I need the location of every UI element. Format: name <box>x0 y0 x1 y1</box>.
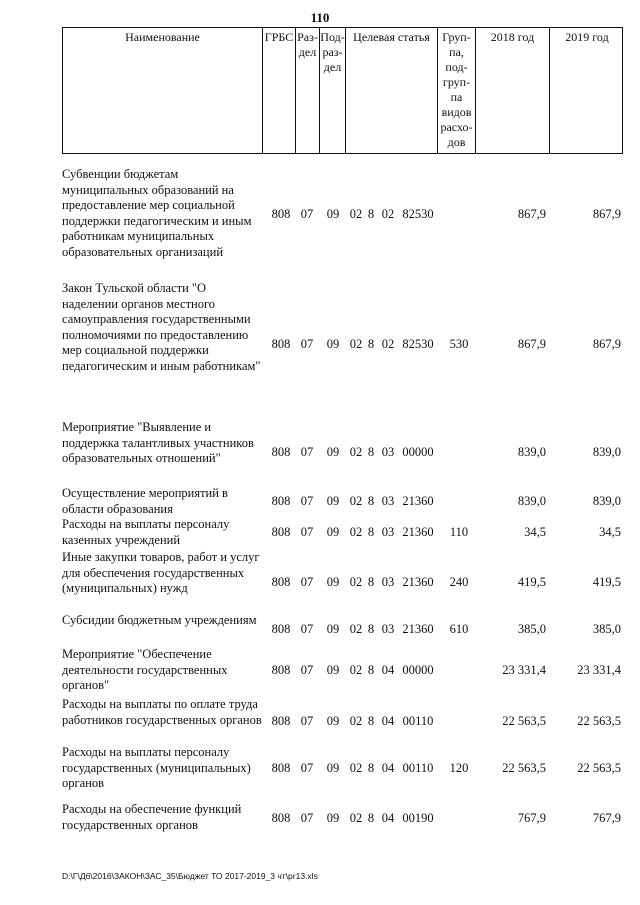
cell-2019: 34,5 <box>599 525 621 539</box>
cell-target-3: 03 <box>381 622 395 636</box>
table-row <box>62 281 623 411</box>
header-2019: 2019 год <box>565 30 609 44</box>
header-name: Наименование <box>63 28 263 153</box>
cell-target-2: 8 <box>367 337 375 351</box>
cell-2019: 867,9 <box>592 337 621 351</box>
cell-razdel: 07 <box>300 575 314 589</box>
cell-razdel: 07 <box>300 811 314 825</box>
row-name: Субсидии бюджетным учреждениям <box>62 613 257 627</box>
table-row <box>62 420 623 484</box>
cell-target-4: 00000 <box>402 663 434 677</box>
cell-target-4: 21360 <box>402 494 434 508</box>
cell-podrazdel: 09 <box>326 445 340 459</box>
table-row <box>62 745 623 795</box>
cell-razdel: 07 <box>300 714 314 728</box>
cell-2019: 22 563,5 <box>577 714 621 728</box>
cell-target-4: 00110 <box>402 714 434 728</box>
cell-grbs: 808 <box>271 445 291 459</box>
cell-podrazdel: 09 <box>326 525 340 539</box>
cell-podrazdel: 09 <box>326 494 340 508</box>
cell-target-3: 03 <box>381 445 395 459</box>
cell-podrazdel: 09 <box>326 207 340 221</box>
cell-vid: 110 <box>449 525 469 539</box>
row-name: Иные закупки товаров, работ и услуг для обеспечения государственных (муниципальных) нужд <box>62 550 260 595</box>
cell-2018: 22 563,5 <box>502 714 546 728</box>
header-target: Целевая статья <box>346 28 438 153</box>
cell-target-2: 8 <box>367 761 375 775</box>
cell-grbs: 808 <box>271 714 291 728</box>
cell-2019: 839,0 <box>592 494 621 508</box>
cell-grbs: 808 <box>271 337 291 351</box>
cell-2018: 839,0 <box>517 445 546 459</box>
cell-target-1: 02 <box>349 445 363 459</box>
table-header <box>62 27 623 154</box>
cell-target-1: 02 <box>349 494 363 508</box>
table-row <box>62 167 623 263</box>
cell-target-2: 8 <box>367 714 375 728</box>
cell-target-3: 03 <box>381 525 395 539</box>
row-name: Расходы на выплаты по оплате труда работников государственных органов <box>62 697 262 727</box>
cell-podrazdel: 09 <box>326 622 340 636</box>
cell-grbs: 808 <box>271 494 291 508</box>
cell-podrazdel: 09 <box>326 575 340 589</box>
cell-razdel: 07 <box>300 207 314 221</box>
cell-target-2: 8 <box>367 207 375 221</box>
cell-target-3: 03 <box>381 575 395 589</box>
header-podrazdel: Под- раз- дел <box>320 28 346 153</box>
cell-podrazdel: 09 <box>326 811 340 825</box>
cell-target-2: 8 <box>367 622 375 636</box>
cell-razdel: 07 <box>300 622 314 636</box>
cell-target-2: 8 <box>367 663 375 677</box>
table-row <box>62 550 623 614</box>
cell-2019: 767,9 <box>592 811 621 825</box>
row-name: Расходы на выплаты персоналу государственных (муниципальных) органов <box>62 745 251 790</box>
cell-target-2: 8 <box>367 575 375 589</box>
cell-razdel: 07 <box>300 761 314 775</box>
row-name: Мероприятие "Выявление и поддержка талантливых участников образовательных отношений" <box>62 420 254 465</box>
table-row <box>62 802 623 836</box>
cell-podrazdel: 09 <box>326 714 340 728</box>
header-grbs: ГРБС <box>263 28 296 153</box>
cell-target-3: 04 <box>381 714 395 728</box>
cell-target-4: 82530 <box>402 207 434 221</box>
cell-target-1: 02 <box>349 663 363 677</box>
cell-razdel: 07 <box>300 445 314 459</box>
cell-2018: 34,5 <box>524 525 546 539</box>
cell-target-3: 02 <box>381 207 395 221</box>
cell-target-4: 00000 <box>402 445 434 459</box>
cell-podrazdel: 09 <box>326 663 340 677</box>
cell-target-4: 21360 <box>402 575 434 589</box>
cell-podrazdel: 09 <box>326 761 340 775</box>
cell-razdel: 07 <box>300 525 314 539</box>
cell-target-1: 02 <box>349 761 363 775</box>
cell-target-1: 02 <box>349 714 363 728</box>
cell-target-1: 02 <box>349 575 363 589</box>
cell-grbs: 808 <box>271 663 291 677</box>
row-name: Мероприятие "Обеспечение деятельности государственных органов" <box>62 647 228 692</box>
cell-2019: 385,0 <box>592 622 621 636</box>
cell-vid: 610 <box>449 622 469 636</box>
cell-razdel: 07 <box>300 494 314 508</box>
cell-target-3: 04 <box>381 811 395 825</box>
row-name: Субвенции бюджетам муниципальных образований на предоставление мер социальной поддержки педагогическим и иным работникам муниципальных образовательных организаций <box>62 167 252 259</box>
cell-2018: 385,0 <box>517 622 546 636</box>
cell-razdel: 07 <box>300 663 314 677</box>
cell-grbs: 808 <box>271 622 291 636</box>
cell-razdel: 07 <box>300 337 314 351</box>
cell-2018: 23 331,4 <box>502 663 546 677</box>
file-path-footer: D:\Г\Д6\2016\ЗАКОН\ЗАС_35\Бюджет ТО 2017-2019_3 чт\pr13.xls <box>62 871 318 881</box>
table-row <box>62 647 623 695</box>
cell-target-1: 02 <box>349 811 363 825</box>
cell-podrazdel: 09 <box>326 337 340 351</box>
cell-vid: 120 <box>449 761 469 775</box>
header-vid: Груп- па, под- груп- па видов расхо- дов <box>438 28 476 153</box>
header-2018: 2018 год <box>476 28 550 153</box>
cell-target-2: 8 <box>367 445 375 459</box>
table-row <box>62 613 623 645</box>
cell-target-1: 02 <box>349 525 363 539</box>
cell-2019: 23 331,4 <box>577 663 621 677</box>
table-row <box>62 517 623 549</box>
page-number: 110 <box>310 10 330 25</box>
cell-grbs: 808 <box>271 207 291 221</box>
cell-2018: 22 563,5 <box>502 761 546 775</box>
row-name: Закон Тульской области "О наделении органов местного самоуправления государственными полномочиями по предоставлению мер социальной поддержки педагогическим и иным работникам" <box>62 281 261 373</box>
cell-grbs: 808 <box>271 575 291 589</box>
cell-target-2: 8 <box>367 525 375 539</box>
cell-vid: 240 <box>449 575 469 589</box>
cell-2019: 839,0 <box>592 445 621 459</box>
table-row <box>62 697 623 745</box>
cell-target-2: 8 <box>367 494 375 508</box>
row-name: Расходы на выплаты персоналу казенных учреждений <box>62 517 230 547</box>
cell-grbs: 808 <box>271 525 291 539</box>
cell-2019: 419,5 <box>592 575 621 589</box>
cell-2018: 867,9 <box>517 207 546 221</box>
cell-target-4: 82530 <box>402 337 434 351</box>
cell-target-3: 04 <box>381 761 395 775</box>
cell-vid: 530 <box>449 337 469 351</box>
cell-target-1: 02 <box>349 622 363 636</box>
cell-2018: 767,9 <box>517 811 546 825</box>
cell-target-3: 02 <box>381 337 395 351</box>
cell-2018: 867,9 <box>517 337 546 351</box>
cell-target-2: 8 <box>367 811 375 825</box>
cell-target-4: 21360 <box>402 622 434 636</box>
cell-target-4: 00110 <box>402 761 434 775</box>
cell-2019: 22 563,5 <box>577 761 621 775</box>
cell-target-1: 02 <box>349 337 363 351</box>
cell-grbs: 808 <box>271 761 291 775</box>
row-name: Расходы на обеспечение функций государственных органов <box>62 802 242 832</box>
cell-target-4: 00190 <box>402 811 434 825</box>
cell-2018: 419,5 <box>517 575 546 589</box>
table-row <box>62 486 623 518</box>
cell-target-3: 04 <box>381 663 395 677</box>
cell-target-1: 02 <box>349 207 363 221</box>
header-razdel: Раз- дел <box>296 28 320 153</box>
row-name: Осуществление мероприятий в области образования <box>62 486 228 516</box>
cell-target-4: 21360 <box>402 525 434 539</box>
cell-grbs: 808 <box>271 811 291 825</box>
cell-2018: 839,0 <box>517 494 546 508</box>
cell-2019: 867,9 <box>592 207 621 221</box>
cell-target-3: 03 <box>381 494 395 508</box>
